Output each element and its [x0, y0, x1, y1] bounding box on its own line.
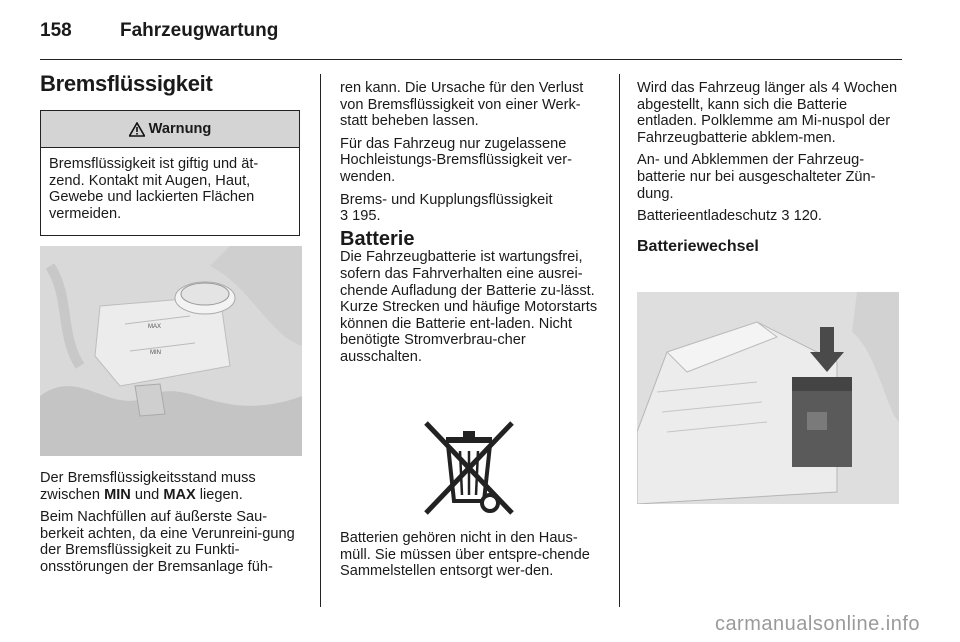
warning-title: Warnung: [148, 121, 212, 137]
paragraph-ignition-off: An- und Abklemmen der Fahrzeug-batterie nur bei ausgeschalteter Zün-dung.: [637, 152, 876, 202]
paragraph-workshop: ren kann. Die Ursache für den Verlust von Bremsflüssigkeit von einer Werk-statt beheben lassen.: [340, 80, 584, 130]
paragraph-refill-cleanliness: Beim Nachfüllen auf äußerste Sau-berkeit achten, da eine Verunreini-gung der Bremsflüssigkeit zu Funkti-onsstörungen der Bremsanlage füh-: [40, 509, 295, 575]
page-reference[interactable]: 3 195.: [340, 208, 381, 225]
warning-box: [40, 110, 300, 236]
text-and: und: [130, 486, 164, 503]
column-2: [340, 80, 602, 372]
page-header-title: Fahrzeugwartung: [120, 20, 279, 41]
section-heading-battery-replacement: Batteriewechsel: [637, 237, 759, 255]
column-divider-2: [619, 74, 620, 607]
text-fluid-ref: Brems- und Kupplungsflüssigkeit: [340, 191, 553, 208]
image-label-max: MAX: [148, 324, 162, 330]
paragraph-long-storage: Wird das Fahrzeug länger als 4 Wochen abgestellt, kann sich die Batterie entladen. Polklemme am Mi-nuspol der Fahrzeugbatterie abklem-men.: [637, 80, 898, 146]
paragraph-battery: Die Fahrzeugbatterie ist wartungsfrei, sofern das Fahrverhalten eine ausrei-chende Aufladung der Batterie zu-lässt. Kurze Strecken und häufige Motorstarts können die Batterie ent-laden. Nicht benötigte Stromverbrau-cher ausschalten.: [340, 249, 598, 365]
label-min: MIN: [104, 486, 131, 503]
text-fluid-level-start: Der Bremsflüssigkeitsstand muss zwischen: [40, 470, 256, 503]
column-divider-1: [320, 74, 321, 607]
column-3: [637, 80, 902, 255]
page-number: 158: [40, 20, 72, 41]
header-rule: [40, 59, 902, 60]
paragraph-battery-disposal: Batterien gehören nicht in den Haus-müll. Sie müssen über entspre-chende Sammelstellen entsorgt wer-den.: [340, 530, 590, 580]
paragraph-fluid-level: [40, 470, 302, 503]
crossed-out-bin-icon: [416, 415, 522, 521]
label-max: MAX: [163, 486, 196, 503]
warning-triangle-icon: [129, 122, 145, 137]
paragraph-discharge-protection: Batterieentladeschutz 3 120.: [637, 208, 822, 225]
column-1: [40, 71, 302, 96]
image-label-min: MIN: [150, 350, 161, 356]
column-2-bottom: [340, 530, 602, 586]
warning-text: Bremsflüssigkeit ist giftig und ät-zend. Kontakt mit Augen, Haut, Gewebe und lackierten Flächen vermeiden.: [49, 156, 259, 222]
battery-replacement-image: [637, 292, 899, 504]
paragraph-approved-fluid: Für das Fahrzeug nur zugelassene Hochleistungs-Bremsflüssigkeit ver-wenden.: [340, 135, 572, 185]
brake-fluid-reservoir-image: [40, 246, 302, 456]
paragraph-fluid-ref: [340, 192, 602, 225]
warning-header: [41, 111, 299, 148]
watermark-footer: carmanualsonline.info: [714, 613, 920, 635]
text-fluid-level-end: liegen.: [195, 486, 243, 503]
section-heading-brake-fluid: Bremsflüssigkeit: [40, 71, 213, 96]
section-heading-battery: Batterie: [340, 227, 415, 250]
column-1-text: [40, 470, 302, 582]
